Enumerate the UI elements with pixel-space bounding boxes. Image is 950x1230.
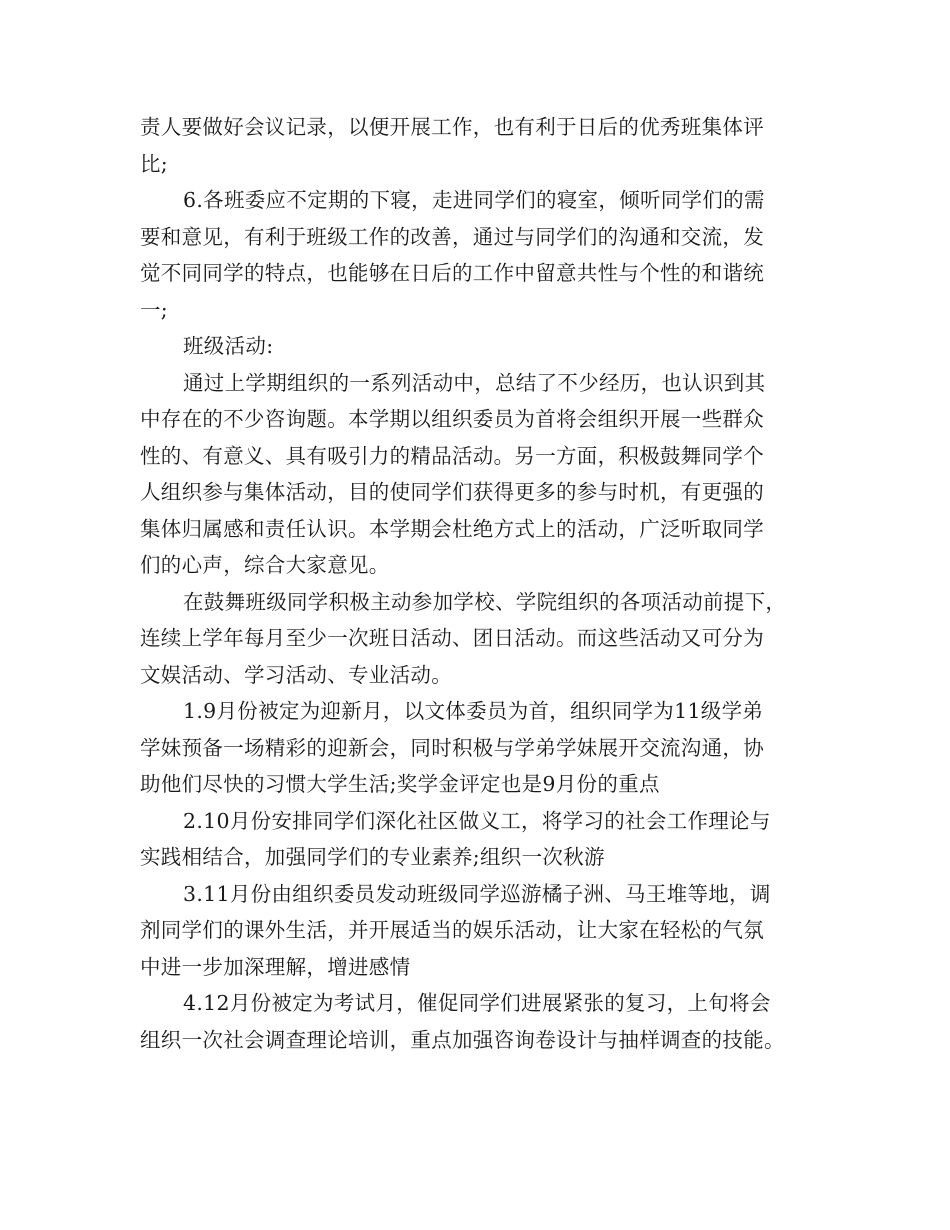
text-line: 学妹预备一场精彩的迎新会，同时积极与学弟学妹展开交流沟通，协 [140, 735, 764, 760]
text-line: 一; [140, 297, 169, 322]
text-line: 4.12月份被定为考试月，催促同学们进展紧张的复习，上旬将会 [183, 991, 771, 1015]
text-line: 连续上学年每月至少一次班日活动、团日活动。而这些活动又可分为 [140, 626, 764, 650]
text-line: 觉不同同学的特点，也能够在日后的工作中留意共性与个性的和谐统 [140, 261, 764, 285]
text-line: 文娱活动、学习活动、专业活动。 [140, 662, 452, 687]
text-line: 比; [140, 151, 169, 176]
text-line: 剂同学们的课外生活，并开展适当的娱乐活动，让大家在轻松的气氛 [140, 918, 764, 942]
text-line: 实践相结合，加强同学们的专业素养;组织一次秋游 [140, 845, 605, 869]
text-line: 性的、有意义、具有吸引力的精品活动。另一方面，积极鼓舞同学个 [140, 443, 764, 468]
text-line: 通过上学期组织的一系列活动中，总结了不少经历，也认识到其 [183, 370, 766, 395]
text-line: 中存在的不少咨询题。本学期以组织委员为首将会组织开展一些群众 [140, 407, 764, 431]
text-line: 要和意见，有利于班级工作的改善，通过与同学们的沟通和交流，发 [140, 224, 764, 249]
text-line: 责人要做好会议记录，以便开展工作，也有利于日后的优秀班集体评 [140, 115, 764, 139]
text-line: 们的心声，综合大家意见。 [140, 553, 390, 577]
text-line: 6.各班委应不定期的下寝，走进同学们的寝室，倾听同学们的需 [183, 188, 765, 212]
text-line: 在鼓舞班级同学积极主动参加学校、学院组织的各项活动前提下， [183, 589, 787, 614]
document-body [140, 109, 815, 1058]
text-line: 2.10月份安排同学们深化社区做义工，将学习的社会工作理论与 [183, 808, 771, 833]
text-line: 助他们尽快的习惯大学生活;奖学金评定也是9月份的重点 [140, 772, 660, 796]
text-line: 1.9月份被定为迎新月，以文体委员为首，组织同学为11级学弟 [183, 699, 764, 723]
section-heading: 班级活动: [183, 334, 274, 358]
text-line: 组织一次社会调查理论培训，重点加强咨询卷设计与抽样调查的技能。 [140, 1027, 785, 1052]
text-line: 3.11月份由组织委员发动班级同学巡游橘子洲、马王堆等地，调 [183, 881, 771, 906]
text-line: 集体归属感和责任认识。本学期会杜绝方式上的活动，广泛听取同学 [140, 516, 764, 541]
text-line: 人组织参与集体活动，目的使同学们获得更多的参与时机，有更强的 [140, 480, 764, 504]
text-line: 中进一步加深理解，增进感情 [140, 954, 411, 979]
